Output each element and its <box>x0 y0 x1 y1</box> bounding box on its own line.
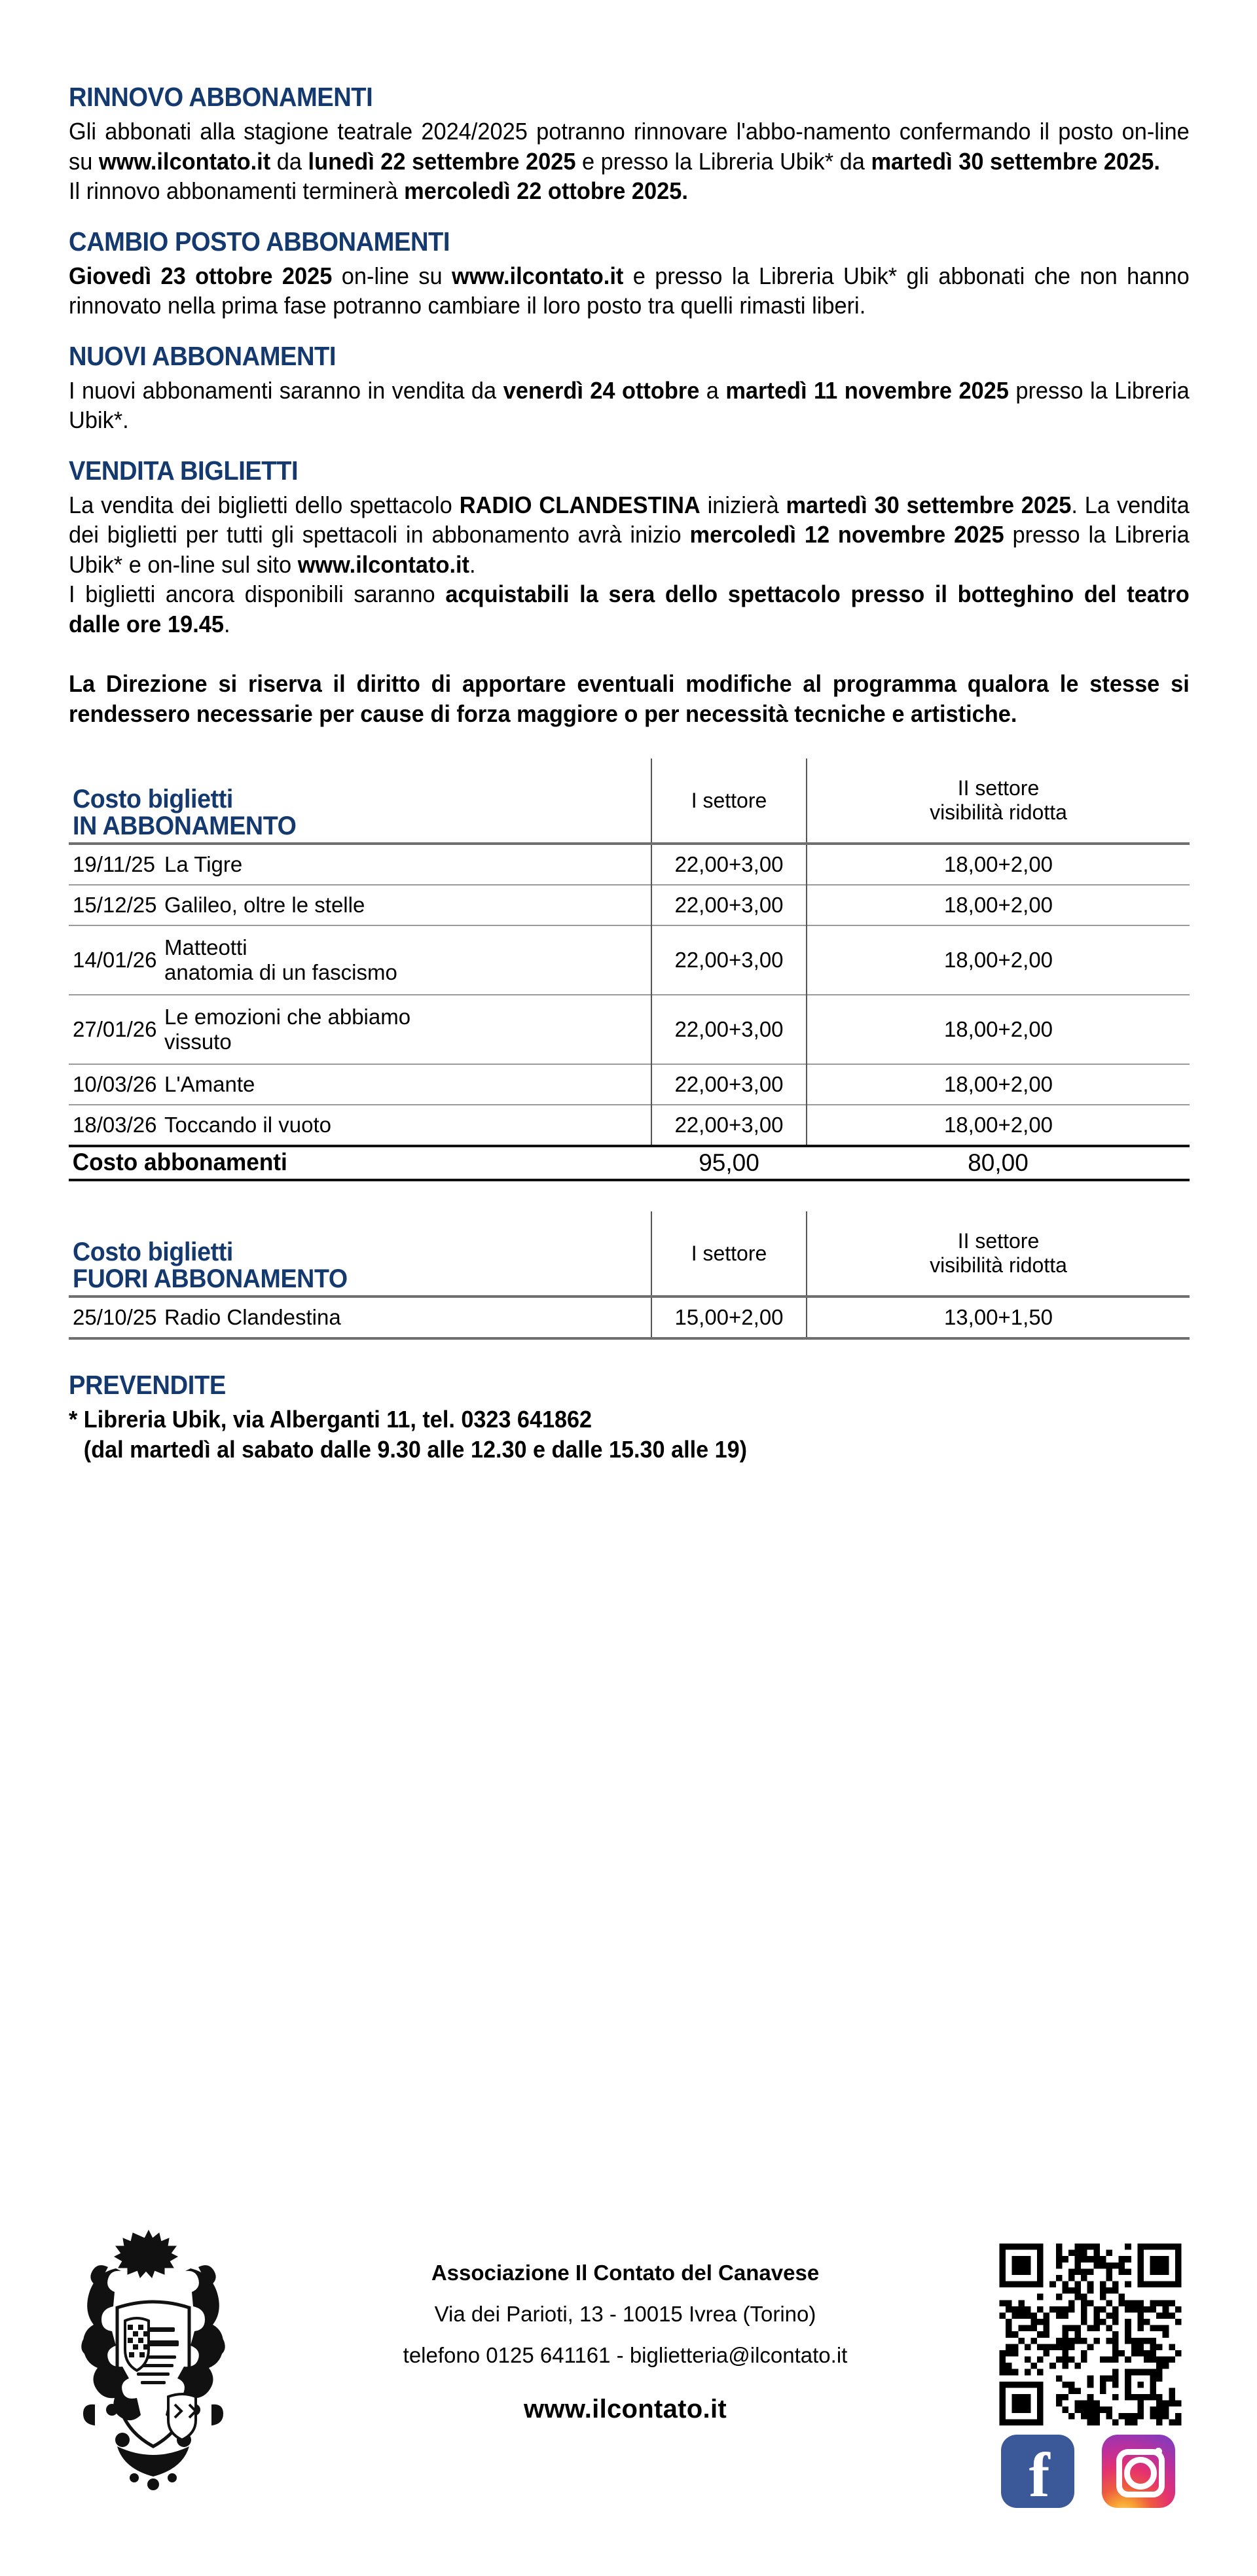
table-body <box>69 844 1190 1146</box>
row-price-sector-1: 22,00+3,00 <box>651 1105 807 1146</box>
table-title-cell <box>69 759 651 844</box>
prevendite-line-2: (dal martedì al sabato dalle 9.30 alle 12.30 e dalle 15.30 alle 19) <box>83 1435 748 1463</box>
row-price-sector-2: 18,00+2,00 <box>807 885 1190 925</box>
row-show-title: Galileo, oltre le stelle <box>164 893 365 918</box>
footer <box>69 2227 1190 2514</box>
sector-1-label: I settore <box>691 788 767 812</box>
disclaimer-text: La Direzione si riserva il diritto di apportare eventuali modifiche al programma qualora le stesse si rendessero necessarie per cause di forza maggiore o per necessità tecniche e artistiche. <box>69 670 1190 727</box>
table-costo-biglietti-fuori-abbonamento <box>69 1211 1190 1340</box>
organization-website[interactable]: www.ilcontato.it <box>524 2395 727 2424</box>
row-date: 25/10/25 <box>73 1305 157 1330</box>
spacer <box>69 206 1190 228</box>
table-row <box>69 925 1190 995</box>
table-row <box>69 844 1190 885</box>
sector-2-label-line2: visibilità ridotta <box>930 1253 1067 1278</box>
row-show-title: Le emozioni che abbiamo vissuto <box>164 1005 411 1054</box>
heading-vendita-biglietti: VENDITA BIGLIETTI <box>69 455 299 486</box>
row-price-sector-2: 18,00+2,00 <box>807 925 1190 995</box>
row-show-title: L'Amante <box>164 1072 255 1097</box>
column-header-sector-1 <box>651 759 807 844</box>
row-price-sector-2: 13,00+1,50 <box>807 1297 1190 1338</box>
column-header-sector-1 <box>651 1211 807 1297</box>
spacer <box>69 639 1190 669</box>
column-header-sector-2 <box>807 759 1190 844</box>
row-date: 18/03/26 <box>73 1113 157 1137</box>
row-price-sector-2: 18,00+2,00 <box>807 844 1190 885</box>
paragraph-nuovi-abbonamenti: I nuovi abbonamenti saranno in vendita da venerdì 24 ottobre a martedì 11 novembre 2025 presso la Libreria Ubik*. <box>69 376 1190 434</box>
heading-prevendite: PREVENDITE <box>69 1370 226 1401</box>
row-show-title: Radio Clandestina <box>164 1305 341 1330</box>
sector-2-label-line1: II settore <box>957 776 1040 800</box>
total-label: Costo abbonamenti <box>72 1149 287 1176</box>
table-row <box>69 1064 1190 1105</box>
column-header-sector-2 <box>807 1211 1190 1297</box>
table-title-line2: IN ABBONAMENTO <box>73 812 297 841</box>
instagram-lens <box>1124 2457 1157 2490</box>
row-date: 10/03/26 <box>73 1072 157 1097</box>
row-price-sector-1: 22,00+3,00 <box>651 1064 807 1105</box>
organization-name: Associazione Il Contato del Canavese <box>431 2261 820 2285</box>
table-head <box>69 759 1190 844</box>
table-foot <box>69 1146 1190 1181</box>
table-header-row <box>69 1211 1190 1297</box>
prevendite-line-1: * Libreria Ubik, via Alberganti 11, tel. 0323 641862 <box>69 1406 592 1433</box>
table-row <box>69 885 1190 925</box>
row-date: 19/11/25 <box>73 852 156 877</box>
paragraph-cambio-posto-abbonamenti: Giovedì 23 ottobre 2025 on-line su www.ilcontato.it e presso la Libreria Ubik* gli abbonati che non hanno rinnovato nella prima fase potranno cambiare il loro posto tra quelli rimasti liberi. <box>69 262 1190 319</box>
row-date: 14/01/26 <box>73 948 157 973</box>
heading-nuovi-abbonamenti: NUOVI ABBONAMENTI <box>69 340 336 371</box>
table-row <box>69 1105 1190 1146</box>
paragraph-vendita-biglietti: La vendita dei biglietti dello spettacolo RADIO CLANDESTINA inizierà martedì 30 settembre 2025. La vendita dei biglietti per tutti gli spettacoli in abbonamento avrà inizio mercoledì 12 novembre 2025 presso la Libreria Ubik* e on-line sul sito www.ilcontato.it. I biglietti ancora disponibili saranno acquistabili la sera dello spettacolo presso il botteghino del teatro dalle ore 19.45. <box>69 491 1190 637</box>
coat-of-arms-icon <box>71 2229 235 2491</box>
social-icons <box>997 2433 1184 2511</box>
table-title-line2: FUORI ABBONAMENTO <box>73 1264 348 1294</box>
sector-1-label: I settore <box>691 1241 767 1265</box>
total-label-cell <box>69 1146 651 1180</box>
row-show-title: Matteotti anatomia di un fascismo <box>164 935 397 985</box>
main-content <box>69 84 1190 1464</box>
facebook-glyph: f <box>1029 2440 1050 2510</box>
row-show-title: Toccando il vuoto <box>164 1113 331 1137</box>
table-costo-biglietti-in-abbonamento <box>69 759 1190 1181</box>
heading-cambio-posto-abbonamenti: CAMBIO POSTO ABBONAMENTI <box>69 226 450 257</box>
row-price-sector-1: 22,00+3,00 <box>651 844 807 885</box>
paragraph-rinnovo-abbonamenti: Gli abbonati alla stagione teatrale 2024/2025 potranno rinnovare l'abbo-namento confermando il posto on-line su www.ilcontato.it da lunedì 22 settembre 2025 e presso la Libreria Ubik* da martedì 30 settembre 2025. Il rinnovo abbonamenti terminerà mercoledì 22 ottobre 2025. <box>69 118 1190 205</box>
total-price-sector-2: 80,00 <box>968 1149 1029 1177</box>
table-total-row <box>69 1146 1190 1180</box>
spacer <box>69 1181 1190 1211</box>
row-date: 15/12/25 <box>73 893 157 918</box>
table-row <box>69 995 1190 1064</box>
qr-code-icon[interactable] <box>997 2244 1184 2425</box>
table-title-line1: Costo biglietti <box>73 785 234 814</box>
sector-2-label-line1: II settore <box>957 1229 1040 1253</box>
organization-address: Via dei Parioti, 13 - 10015 Ivrea (Torino) <box>434 2302 816 2326</box>
row-price-sector-2: 18,00+2,00 <box>807 1105 1190 1146</box>
row-price-sector-2: 18,00+2,00 <box>807 995 1190 1064</box>
table-head <box>69 1211 1190 1297</box>
row-price-sector-1: 22,00+3,00 <box>651 995 807 1064</box>
instagram-dot <box>1155 2448 1162 2455</box>
row-price-sector-1: 22,00+3,00 <box>651 885 807 925</box>
organization-contacts: telefono 0125 641161 - biglietteria@ilcontato.it <box>403 2343 848 2367</box>
sector-2-label-line2: visibilità ridotta <box>930 800 1067 825</box>
total-price-sector-1: 95,00 <box>699 1149 759 1177</box>
spacer <box>69 1340 1190 1370</box>
row-price-sector-1: 15,00+2,00 <box>651 1297 807 1338</box>
row-price-sector-2: 18,00+2,00 <box>807 1064 1190 1105</box>
table-title-cell <box>69 1211 651 1297</box>
row-price-sector-1: 22,00+3,00 <box>651 925 807 995</box>
heading-rinnovo-abbonamenti: RINNOVO ABBONAMENTI <box>69 82 373 112</box>
spacer <box>69 321 1190 343</box>
instagram-icon[interactable] <box>1102 2435 1175 2508</box>
table-row <box>69 1297 1190 1338</box>
footer-contact-block <box>265 2262 985 2424</box>
table-header-row <box>69 759 1190 844</box>
row-date: 27/01/26 <box>73 1017 157 1042</box>
table-body <box>69 1297 1190 1338</box>
row-show-title: La Tigre <box>164 852 243 877</box>
spacer <box>69 435 1190 457</box>
facebook-icon[interactable] <box>1001 2435 1074 2508</box>
table-title-line1: Costo biglietti <box>73 1238 234 1267</box>
spacer <box>69 728 1190 759</box>
